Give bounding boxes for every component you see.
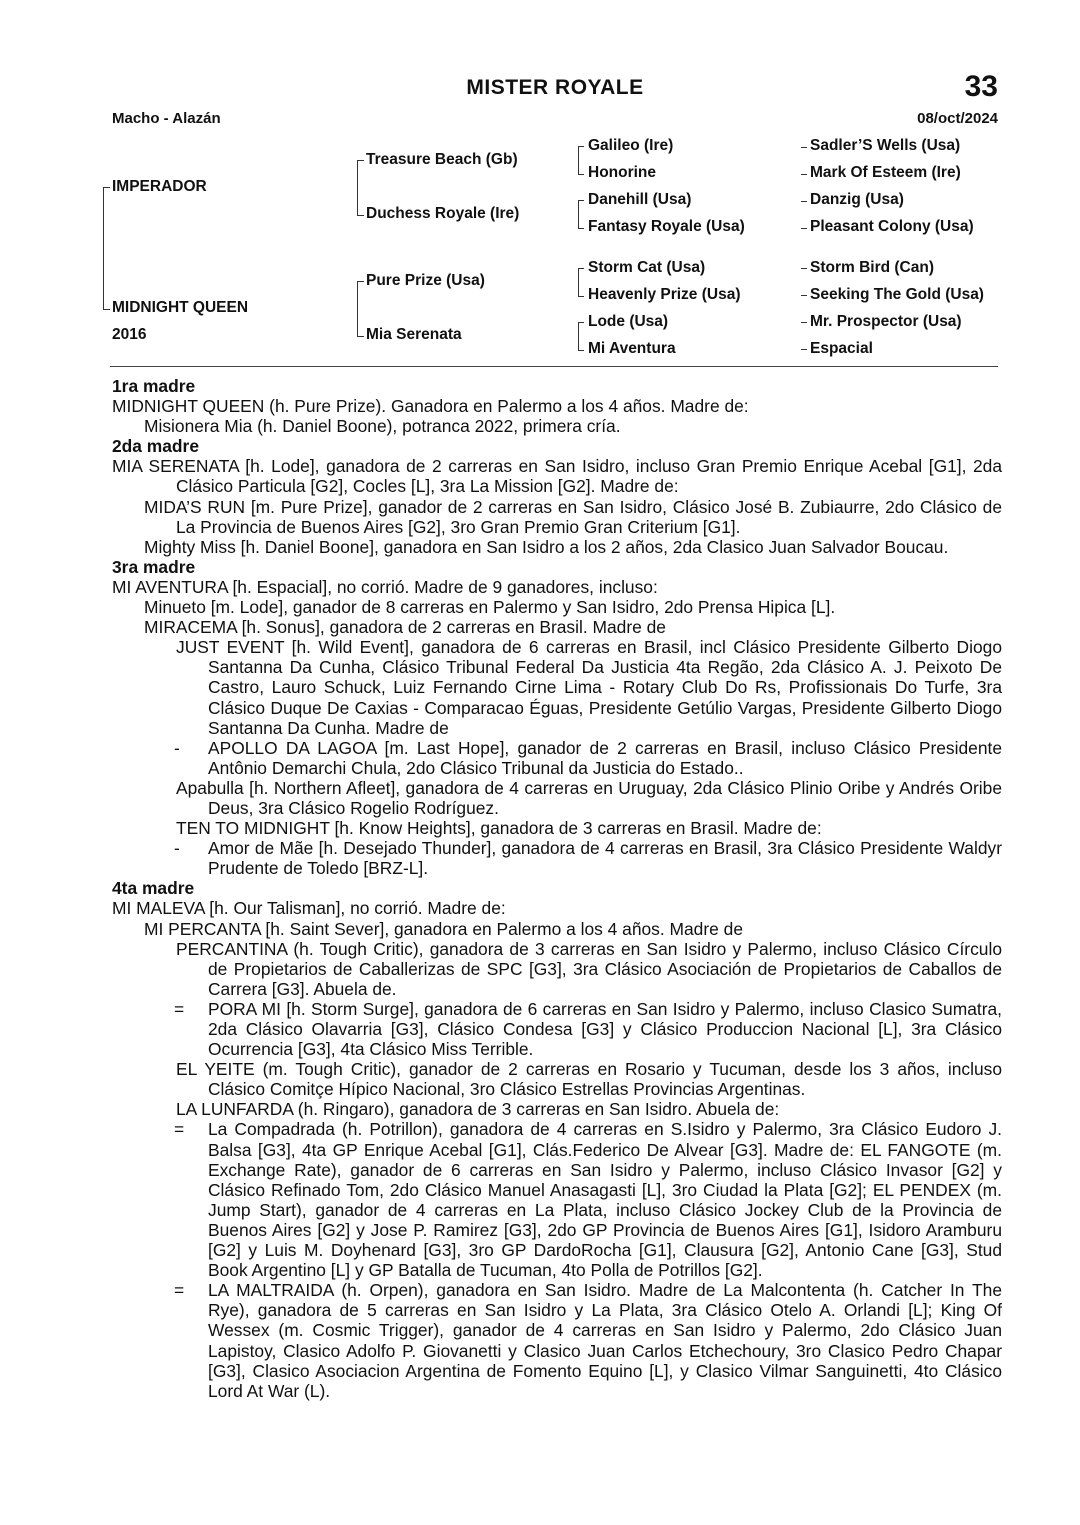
pedigree-bracket: [578, 200, 584, 229]
fourth-dam-entry: MI MALEVA [h. Our Talisman], no corrió. Madre de:: [112, 898, 506, 919]
report-date: 08/oct/2024: [917, 110, 998, 127]
fourth-dam-great-grandproduce: LA MALTRAIDA (h. Orpen), ganadora en San Isidro. Madre de La Malcontenta (h. Catcher In The Rye), ganadora de 5 carreras en San Isidro y La Plata, 3ra Clásico Otelo A. Orlandi [L]; King Of Wessex (m. Cosmic Trigger), ganador de 4 carreras en San Isidro y Palermo, 2do Clásico Juan Lapistoy, Clasico Adolfo P. Giovanetti y Clasico Juan Carlos Etchechoury, 3ro Clasico Pedro Chapar [G3], Clasico Asociacion Argentina de Fomento Equino [L], y Clasico Vilmar Sanguinetti, 4to Clásico Lord At War (L).: [208, 1280, 1002, 1401]
fourth-dam-grandproduce: PERCANTINA (h. Tough Critic), ganadora de 3 carreras en San Isidro y Palermo, incluso Clásico Círculo de Propietarios de Caballerizas de SPC [G3], 3ra Clásico Asociación de Propietarios de Caballos de Carrera [G3]. Abuela de.: [176, 938, 1002, 999]
fourth-dam-great-grandproduce: PORA MI [h. Storm Surge], ganadora de 6 carreras en San Isidro y Palermo, incluso Clasico Sumatra, 2da Clásico Olavarria [G3], Clásico Condesa [G3] y Clásico Produccion Nacional [L], 3ra Clásico Ocurrencia [G3], 4ta Clásico Miss Terrible.: [208, 998, 1002, 1060]
list-item: [112, 1119, 1002, 1280]
gen4-ancestor: Mr. Prospector (Usa): [810, 313, 962, 330]
third-dam-great-grandproduce: Amor de Mãe [h. Desejado Thunder], ganadora de 4 carreras en Brasil, 3ra Clásico Presidente Waldyr Prudente de Toledo [BRZ-L].: [208, 838, 1002, 879]
gen4-ancestor: Sadler’S Wells (Usa): [810, 137, 961, 154]
gen4-ancestor: Mark Of Esteem (Ire): [810, 164, 961, 181]
gen4-ancestor: Danzig (Usa): [810, 191, 904, 208]
gen3-ancestor: Danehill (Usa): [588, 191, 692, 208]
fourth-dam-great-grandproduce: La Compadrada (h. Potrillon), ganadora de 4 carreras en S.Isidro y Palermo, 3ra Clásico Eudoro J. Balsa [G3], 4ta GP Enrique Acebal [G1], Clás.Federico De Alvear [G3]. Madre de: EL FANGOTE (m. Exchange Rate), ganador de 6 carreras en San Isidro y Palermo, incluso Clásico Invasor [G2] y Clásico Refinado Tom, 2do Clásico Manuel Anasagasti [L], 3ro Ciudad la Plata [G2]; EL PENDEX (m. Jump Start), ganador de 4 carreras en La Plata, incluso Clásico Jockey Club de la Provincia de Buenos Aires [G2] y Jose P. Ramirez [G3], 2do GP Provincia de Buenos Aires [G1], Isidoro Aramburu [G2] y Luis M. Doyhenard [G3], 3ro GP DardoRocha [G1], Clausura [G2], Antonio Cane [G3], Stud Book Argentino [L] y GP Batalla de Tucuman, 4to Polla de Potrillos [G2].: [208, 1119, 1002, 1281]
pedigree-dash: [801, 322, 807, 323]
dam-dam: Mia Serenata: [366, 326, 462, 343]
gen3-ancestor: Honorine: [588, 164, 657, 181]
dam-sire: Pure Prize (Usa): [366, 272, 485, 289]
second-dam-produce: Mighty Miss [h. Daniel Boone], ganadora en San Isidro a los 2 años, 2da Clasico Juan Salvador Boucau.: [144, 536, 949, 557]
third-dam-produce: Minueto [m. Lode], ganador de 8 carreras en Palermo y San Isidro, 2do Prensa Hipica [L].: [144, 597, 836, 618]
produce-record: [112, 376, 1002, 1401]
pedigree-bracket: [578, 322, 584, 351]
gen4-ancestor: Storm Bird (Can): [810, 259, 934, 276]
section-heading-4ta-madre: 4ta madre: [112, 878, 195, 899]
gen3-ancestor: Heavenly Prize (Usa): [588, 286, 741, 303]
second-dam-produce: MIDA’S RUN [m. Pure Prize], ganador de 2 carreras en San Isidro, Clásico José B. Zubiaurre, 2do Clásico de La Provincia de Buenos Aires [G2], 3ro Gran Premio Gran Criterium [G1].: [144, 496, 1002, 537]
list-marker: -: [174, 737, 180, 758]
pedigree-bracket: [578, 146, 584, 175]
list-marker: =: [174, 1119, 185, 1140]
gen3-ancestor: Fantasy Royale (Usa): [588, 218, 745, 235]
gen3-ancestor: Lode (Usa): [588, 313, 669, 330]
list-item: [112, 838, 1002, 878]
sire-name: IMPERADOR: [112, 178, 207, 195]
fourth-dam-grandproduce: LA LUNFARDA (h. Ringaro), ganadora de 3 carreras en San Isidro. Abuela de:: [176, 1099, 780, 1120]
list-marker: =: [174, 998, 185, 1019]
pedigree-dash: [801, 349, 807, 350]
fourth-dam-produce: MI PERCANTA [h. Saint Sever], ganadora en Palermo a los 4 años. Madre de: [144, 918, 743, 939]
section-heading-2da-madre: 2da madre: [112, 436, 199, 457]
pedigree-dash: [801, 228, 807, 229]
pedigree-bracket: [357, 160, 364, 216]
gen3-ancestor: Galileo (Ire): [588, 137, 674, 154]
third-dam-entry: MI AVENTURA [h. Espacial], no corrió. Madre de 9 ganadores, incluso:: [112, 576, 658, 597]
list-item: [112, 999, 1002, 1059]
dam-name: MIDNIGHT QUEEN: [112, 299, 249, 316]
third-dam-produce: MIRACEMA [h. Sonus], ganadora de 2 carreras en Brasil. Madre de: [144, 617, 666, 638]
list-item: [112, 1280, 1002, 1401]
second-dam-entry: MIA SERENATA [h. Lode], ganadora de 2 carreras en San Isidro, incluso Gran Premio Enrique Acebal [G1], 2da Clásico Particula [G2], Cocles [L], 3ra La Mission [G2]. Madre de:: [112, 456, 1002, 497]
pedigree-dash: [801, 295, 807, 296]
gen3-ancestor: Storm Cat (Usa): [588, 259, 706, 276]
third-dam-grandproduce: TEN TO MIDNIGHT [h. Know Heights], ganadora de 3 carreras en Brasil. Madre de:: [176, 818, 822, 839]
section-heading-1ra-madre: 1ra madre: [112, 376, 196, 396]
pedigree-dash: [801, 201, 807, 202]
gen4-ancestor: Espacial: [810, 340, 873, 357]
sex-coat: Macho - Alazán: [112, 110, 221, 127]
first-dam-produce: Misionera Mia (h. Daniel Boone), potranca 2022, primera cría.: [144, 416, 621, 437]
list-item: [112, 738, 1002, 778]
gen4-ancestor: Seeking The Gold (Usa): [810, 286, 984, 303]
horse-name-title: MISTER ROYALE: [466, 76, 644, 99]
section-divider: [110, 366, 998, 367]
pedigree-bracket: [357, 281, 364, 337]
gen3-ancestor: Mi Aventura: [588, 340, 676, 357]
list-marker: -: [174, 838, 180, 859]
pedigree-bracket: [103, 187, 110, 310]
pedigree-dash: [801, 268, 807, 269]
third-dam-grandproduce: JUST EVENT [h. Wild Event], ganadora de 6 carreras en Brasil, incl Clásico Presidente Gilberto Diogo Santanna Da Cunha, Clásico Tribunal Federal Da Justicia 4ta Regão, 2da Clásico A. J. Peixoto De Castro, Lauro Schuck, Luiz Fernando Cirne Lima - Rotary Club Do Rs, Profissionais Do Turfe, 3ra Clásico Duque De Caxias - Comparacao Éguas, Presidente Getúlio Vargas, Presidente Gilberto Diogo Santanna Da Cunha. Madre de: [176, 637, 1002, 738]
pedigree-bracket: [578, 268, 584, 297]
section-heading-3ra-madre: 3ra madre: [112, 556, 196, 577]
pedigree-dash: [801, 174, 807, 175]
first-dam-entry: MIDNIGHT QUEEN (h. Pure Prize). Ganadora en Palermo a los 4 años. Madre de:: [112, 396, 749, 417]
sire-dam: Duchess Royale (Ire): [366, 205, 520, 222]
list-marker: =: [174, 1280, 185, 1301]
sire-sire: Treasure Beach (Gb): [366, 151, 518, 168]
page-number: 33: [964, 70, 998, 103]
fourth-dam-grandproduce: EL YEITE (m. Tough Critic), ganador de 2 carreras en Rosario y Tucuman, desde los 3 años, incluso Clásico Comitçe Hípico Nacional, 3ro Clásico Estrellas Provincias Argentinas.: [176, 1059, 1002, 1100]
gen4-ancestor: Pleasant Colony (Usa): [810, 218, 974, 235]
third-dam-grandproduce: Apabulla [h. Northern Afleet], ganadora de 4 carreras en Uruguay, 2da Clásico Plinio Oribe y Andrés Oribe Deus, 3ra Clásico Rogelio Rodríguez.: [176, 777, 1002, 818]
birth-year: 2016: [112, 326, 147, 343]
pedigree-dash: [801, 147, 807, 148]
third-dam-great-grandproduce: APOLLO DA LAGOA [m. Last Hope], ganador de 2 carreras en Brasil, incluso Clásico Presidente Antônio Demarchi Chula, 2do Clásico Tribunal da Justicia do Estado..: [208, 737, 1002, 778]
